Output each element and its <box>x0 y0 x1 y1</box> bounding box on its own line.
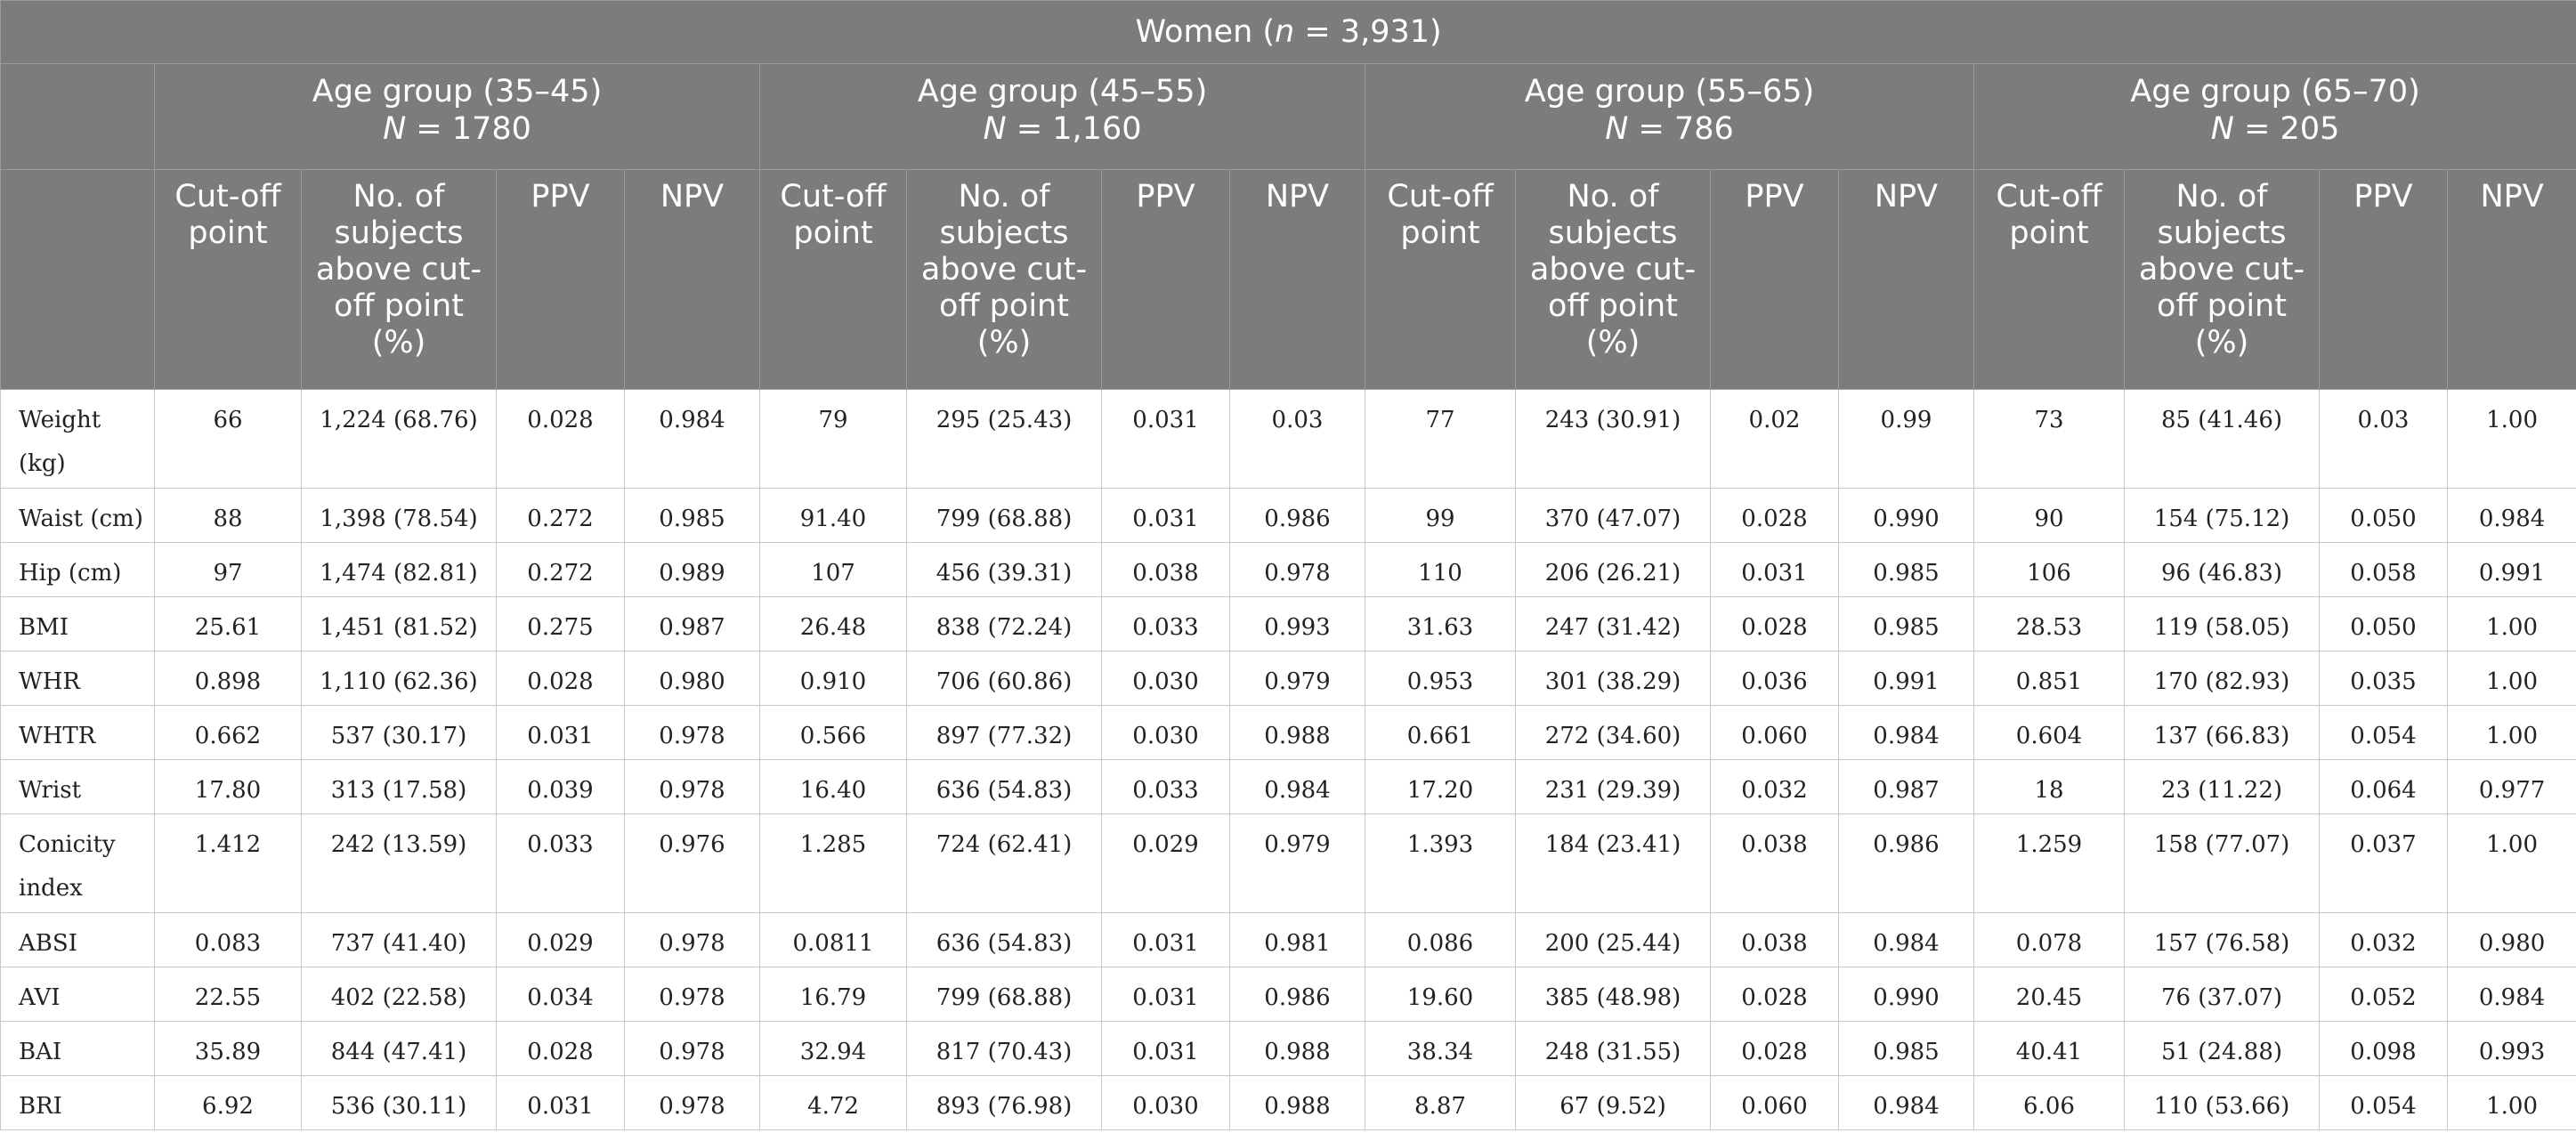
table-cell: 8.87 <box>1365 1076 1516 1130</box>
table-cell: 38.34 <box>1365 1022 1516 1076</box>
table-cell: 25.61 <box>155 597 302 651</box>
table-cell: 0.985 <box>1839 597 1974 651</box>
table-row <box>1 706 2576 760</box>
table-cell: 110 <box>1365 543 1516 597</box>
table-cell: 157 (76.58) <box>2125 913 2320 967</box>
table-cell: 76 (37.07) <box>2125 967 2320 1022</box>
column-header-npv: NPV <box>1839 170 1974 390</box>
table-cell: 0.604 <box>1974 706 2125 760</box>
column-header-cutoff: Cut-off point <box>1365 170 1516 390</box>
table-cell: 0.987 <box>1839 760 1974 814</box>
table-cell: 0.03 <box>1230 390 1365 489</box>
table-cell: 28.53 <box>1974 597 2125 651</box>
table-cell: 137 (66.83) <box>2125 706 2320 760</box>
table-cell: 16.79 <box>760 967 907 1022</box>
table-cell: 1,224 (68.76) <box>302 390 497 489</box>
table-cell: 0.978 <box>625 1022 760 1076</box>
table-cell: 32.94 <box>760 1022 907 1076</box>
table-row <box>1 390 2576 489</box>
table-cell: 79 <box>760 390 907 489</box>
table-cell: 0.984 <box>1839 913 1974 967</box>
table-cell: 0.662 <box>155 706 302 760</box>
table-cell: 1,474 (82.81) <box>302 543 497 597</box>
table-cell: 0.031 <box>1102 489 1230 543</box>
table-cell: 0.985 <box>1839 1022 1974 1076</box>
table-cell: 0.978 <box>625 913 760 967</box>
table-cell: 838 (72.24) <box>907 597 1102 651</box>
table-cell: 85 (41.46) <box>2125 390 2320 489</box>
table-cell: 0.978 <box>1230 543 1365 597</box>
table-cell: 1.285 <box>760 814 907 913</box>
table-cell: 0.991 <box>2448 543 2576 597</box>
table-cell: 0.034 <box>497 967 625 1022</box>
table-cell: 897 (77.32) <box>907 706 1102 760</box>
table-cell: 77 <box>1365 390 1516 489</box>
table-cell: 66 <box>155 390 302 489</box>
table-cell: 0.989 <box>625 543 760 597</box>
table-cell: 0.052 <box>2320 967 2448 1022</box>
column-header-npv: NPV <box>625 170 760 390</box>
table-cell: 119 (58.05) <box>2125 597 2320 651</box>
table-cell: 0.272 <box>497 543 625 597</box>
table-cell: 817 (70.43) <box>907 1022 1102 1076</box>
column-header-cutoff: Cut-off point <box>1974 170 2125 390</box>
table-cell: 73 <box>1974 390 2125 489</box>
age-group-header: Age group (55–65) N = 786 <box>1365 64 1974 170</box>
table-cell: 0.038 <box>1102 543 1230 597</box>
table-cell: 0.086 <box>1365 913 1516 967</box>
table-cell: 22.55 <box>155 967 302 1022</box>
table-cell: 90 <box>1974 489 2125 543</box>
table-cell: 0.910 <box>760 651 907 706</box>
table-cell: 1.259 <box>1974 814 2125 913</box>
table-cell: 40.41 <box>1974 1022 2125 1076</box>
table-row <box>1 489 2576 543</box>
table-cell: 1,110 (62.36) <box>302 651 497 706</box>
table-cell: 402 (22.58) <box>302 967 497 1022</box>
table-cell: 0.032 <box>1711 760 1839 814</box>
age-group-header: Age group (35–45) N = 1780 <box>155 64 760 170</box>
table-cell: 0.037 <box>2320 814 2448 913</box>
table-cell: 0.990 <box>1839 967 1974 1022</box>
table-cell: 0.028 <box>1711 967 1839 1022</box>
table-cell: 0.050 <box>2320 597 2448 651</box>
row-label: WHR <box>1 651 155 706</box>
table-cell: 0.036 <box>1711 651 1839 706</box>
table-cell: 248 (31.55) <box>1516 1022 1711 1076</box>
table-cell: 0.030 <box>1102 651 1230 706</box>
age-group-header: Age group (45–55) N = 1,160 <box>760 64 1365 170</box>
table-cell: 1.00 <box>2448 597 2576 651</box>
table-cell: 0.0811 <box>760 913 907 967</box>
table-cell: 0.038 <box>1711 913 1839 967</box>
column-header-npv: NPV <box>2448 170 2576 390</box>
column-header-ppv: PPV <box>1102 170 1230 390</box>
table-cell: 17.20 <box>1365 760 1516 814</box>
age-group-header: Age group (65–70) N = 205 <box>1974 64 2576 170</box>
table-cell: 0.987 <box>625 597 760 651</box>
column-header-ppv: PPV <box>2320 170 2448 390</box>
table-cell: 16.40 <box>760 760 907 814</box>
table-cell: 0.976 <box>625 814 760 913</box>
table-cell: 0.031 <box>1711 543 1839 597</box>
table-cell: 206 (26.21) <box>1516 543 1711 597</box>
row-label: Waist (cm) <box>1 489 155 543</box>
row-label: Hip (cm) <box>1 543 155 597</box>
table-cell: 0.978 <box>625 760 760 814</box>
table-cell: 0.028 <box>497 651 625 706</box>
table-cell: 0.978 <box>625 1076 760 1130</box>
table-cell: 636 (54.83) <box>907 760 1102 814</box>
table-cell: 0.978 <box>625 706 760 760</box>
table-cell: 1.00 <box>2448 1076 2576 1130</box>
table-row <box>1 913 2576 967</box>
table-cell: 0.984 <box>625 390 760 489</box>
table-cell: 893 (76.98) <box>907 1076 1102 1130</box>
table-cell: 0.033 <box>1102 760 1230 814</box>
table-cell: 385 (48.98) <box>1516 967 1711 1022</box>
table-cell: 158 (77.07) <box>2125 814 2320 913</box>
table-row <box>1 967 2576 1022</box>
table-cell: 0.060 <box>1711 1076 1839 1130</box>
table-cell: 1.00 <box>2448 706 2576 760</box>
table-cell: 0.661 <box>1365 706 1516 760</box>
table-cell: 0.031 <box>1102 390 1230 489</box>
table-cell: 0.986 <box>1230 489 1365 543</box>
table-cell: 0.031 <box>1102 967 1230 1022</box>
table-cell: 0.988 <box>1230 1076 1365 1130</box>
table-cell: 0.03 <box>2320 390 2448 489</box>
table-cell: 0.988 <box>1230 1022 1365 1076</box>
table-cell: 18 <box>1974 760 2125 814</box>
table-cell: 0.984 <box>2448 489 2576 543</box>
table-cell: 0.064 <box>2320 760 2448 814</box>
table-row <box>1 543 2576 597</box>
table-cell: 0.028 <box>1711 597 1839 651</box>
table-cell: 1,398 (78.54) <box>302 489 497 543</box>
table-row <box>1 597 2576 651</box>
table-cell: 184 (23.41) <box>1516 814 1711 913</box>
table-cell: 0.978 <box>625 967 760 1022</box>
table-cell: 636 (54.83) <box>907 913 1102 967</box>
table-row <box>1 760 2576 814</box>
table-cell: 243 (30.91) <box>1516 390 1711 489</box>
table-cell: 0.054 <box>2320 706 2448 760</box>
table-row <box>1 1022 2576 1076</box>
table-row <box>1 651 2576 706</box>
table-cell: 0.981 <box>1230 913 1365 967</box>
table-cell: 0.984 <box>1230 760 1365 814</box>
table-cell: 23 (11.22) <box>2125 760 2320 814</box>
table-cell: 1.412 <box>155 814 302 913</box>
table-cell: 0.030 <box>1102 1076 1230 1130</box>
column-header-subjects: No. of subjects above cut-off point (%) <box>302 170 497 390</box>
table-cell: 96 (46.83) <box>2125 543 2320 597</box>
table-cell: 0.990 <box>1839 489 1974 543</box>
table-cell: 110 (53.66) <box>2125 1076 2320 1130</box>
table-body <box>1 390 2576 1130</box>
table-cell: 0.986 <box>1230 967 1365 1022</box>
table-cell: 0.028 <box>497 390 625 489</box>
row-label: Weight (kg) <box>1 390 155 489</box>
table-cell: 0.028 <box>497 1022 625 1076</box>
table-cell: 0.028 <box>1711 1022 1839 1076</box>
column-header-subjects: No. of subjects above cut-off point (%) <box>1516 170 1711 390</box>
table-row <box>1 1076 2576 1130</box>
table-cell: 0.039 <box>497 760 625 814</box>
table-cell: 1.00 <box>2448 651 2576 706</box>
table-cell: 844 (47.41) <box>302 1022 497 1076</box>
table-cell: 272 (34.60) <box>1516 706 1711 760</box>
table-cell: 31.63 <box>1365 597 1516 651</box>
table-cell: 0.984 <box>2448 967 2576 1022</box>
row-label: Wrist <box>1 760 155 814</box>
table-cell: 456 (39.31) <box>907 543 1102 597</box>
row-label: BMI <box>1 597 155 651</box>
table-cell: 35.89 <box>155 1022 302 1076</box>
table-cell: 0.980 <box>2448 913 2576 967</box>
table-cell: 0.993 <box>2448 1022 2576 1076</box>
table-cell: 0.986 <box>1839 814 1974 913</box>
table-cell: 0.033 <box>1102 597 1230 651</box>
row-label: BAI <box>1 1022 155 1076</box>
table-cell: 0.898 <box>155 651 302 706</box>
column-header-ppv: PPV <box>497 170 625 390</box>
table-cell: 0.083 <box>155 913 302 967</box>
table-cell: 0.985 <box>1839 543 1974 597</box>
column-header-ppv: PPV <box>1711 170 1839 390</box>
table-cell: 370 (47.07) <box>1516 489 1711 543</box>
table-cell: 247 (31.42) <box>1516 597 1711 651</box>
table-cell: 0.033 <box>497 814 625 913</box>
table-cell: 706 (60.86) <box>907 651 1102 706</box>
table-cell: 0.029 <box>497 913 625 967</box>
table-cell: 0.979 <box>1230 651 1365 706</box>
table-cell: 6.06 <box>1974 1076 2125 1130</box>
table-cell: 0.050 <box>2320 489 2448 543</box>
table-cell: 107 <box>760 543 907 597</box>
table-cell: 737 (41.40) <box>302 913 497 967</box>
table-cell: 1.393 <box>1365 814 1516 913</box>
table-cell: 17.80 <box>155 760 302 814</box>
table-cell: 0.993 <box>1230 597 1365 651</box>
table-cell: 0.028 <box>1711 489 1839 543</box>
table-cell: 1,451 (81.52) <box>302 597 497 651</box>
table-cell: 0.078 <box>1974 913 2125 967</box>
table-cell: 0.984 <box>1839 706 1974 760</box>
table-cell: 6.92 <box>155 1076 302 1130</box>
table-cell: 67 (9.52) <box>1516 1076 1711 1130</box>
table-cell: 51 (24.88) <box>2125 1022 2320 1076</box>
table-cell: 0.99 <box>1839 390 1974 489</box>
table-cell: 0.031 <box>1102 1022 1230 1076</box>
table-cell: 0.275 <box>497 597 625 651</box>
table-title: Women (n = 3,931) <box>1 1 2576 64</box>
column-header-subjects: No. of subjects above cut-off point (%) <box>2125 170 2320 390</box>
table-cell: 242 (13.59) <box>302 814 497 913</box>
table-cell: 0.851 <box>1974 651 2125 706</box>
row-label: AVI <box>1 967 155 1022</box>
table-cell: 0.098 <box>2320 1022 2448 1076</box>
table-cell: 0.02 <box>1711 390 1839 489</box>
table-cell: 231 (29.39) <box>1516 760 1711 814</box>
table-cell: 1.00 <box>2448 814 2576 913</box>
table-cell: 91.40 <box>760 489 907 543</box>
column-header-cutoff: Cut-off point <box>760 170 907 390</box>
table-cell: 154 (75.12) <box>2125 489 2320 543</box>
table-cell: 0.035 <box>2320 651 2448 706</box>
table-cell: 26.48 <box>760 597 907 651</box>
table-cell: 106 <box>1974 543 2125 597</box>
table-cell: 0.977 <box>2448 760 2576 814</box>
column-header-npv: NPV <box>1230 170 1365 390</box>
table-cell: 0.980 <box>625 651 760 706</box>
row-label: BRI <box>1 1076 155 1130</box>
table-cell: 0.991 <box>1839 651 1974 706</box>
table-cell: 0.031 <box>1102 913 1230 967</box>
table-cell: 0.030 <box>1102 706 1230 760</box>
table-cell: 0.038 <box>1711 814 1839 913</box>
table-cell: 0.985 <box>625 489 760 543</box>
column-header-subjects: No. of subjects above cut-off point (%) <box>907 170 1102 390</box>
table-cell: 0.988 <box>1230 706 1365 760</box>
table-cell: 97 <box>155 543 302 597</box>
table-cell: 200 (25.44) <box>1516 913 1711 967</box>
table-cell: 0.060 <box>1711 706 1839 760</box>
table-cell: 799 (68.88) <box>907 489 1102 543</box>
table-cell: 313 (17.58) <box>302 760 497 814</box>
table-row <box>1 814 2576 913</box>
table-cell: 0.953 <box>1365 651 1516 706</box>
table-cell: 0.032 <box>2320 913 2448 967</box>
table-cell: 0.058 <box>2320 543 2448 597</box>
table-cell: 99 <box>1365 489 1516 543</box>
table-cell: 536 (30.11) <box>302 1076 497 1130</box>
table-cell: 1.00 <box>2448 390 2576 489</box>
table-cell: 799 (68.88) <box>907 967 1102 1022</box>
table-cell: 4.72 <box>760 1076 907 1130</box>
column-header-cutoff: Cut-off point <box>155 170 302 390</box>
table-cell: 0.272 <box>497 489 625 543</box>
table-cell: 0.979 <box>1230 814 1365 913</box>
table-cell: 301 (38.29) <box>1516 651 1711 706</box>
table-cell: 0.984 <box>1839 1076 1974 1130</box>
table-cell: 0.566 <box>760 706 907 760</box>
row-label: ABSI <box>1 913 155 967</box>
table-cell: 724 (62.41) <box>907 814 1102 913</box>
table-cell: 19.60 <box>1365 967 1516 1022</box>
table-cell: 0.031 <box>497 706 625 760</box>
table-cell: 88 <box>155 489 302 543</box>
table-cell: 295 (25.43) <box>907 390 1102 489</box>
table-cell: 537 (30.17) <box>302 706 497 760</box>
header-corner <box>1 64 155 170</box>
row-label: Conicity index <box>1 814 155 913</box>
table-cell: 0.029 <box>1102 814 1230 913</box>
table-cell: 20.45 <box>1974 967 2125 1022</box>
header-corner <box>1 170 155 390</box>
row-label: WHTR <box>1 706 155 760</box>
table-cell: 170 (82.93) <box>2125 651 2320 706</box>
table-cell: 0.031 <box>497 1076 625 1130</box>
table-cell: 0.054 <box>2320 1076 2448 1130</box>
